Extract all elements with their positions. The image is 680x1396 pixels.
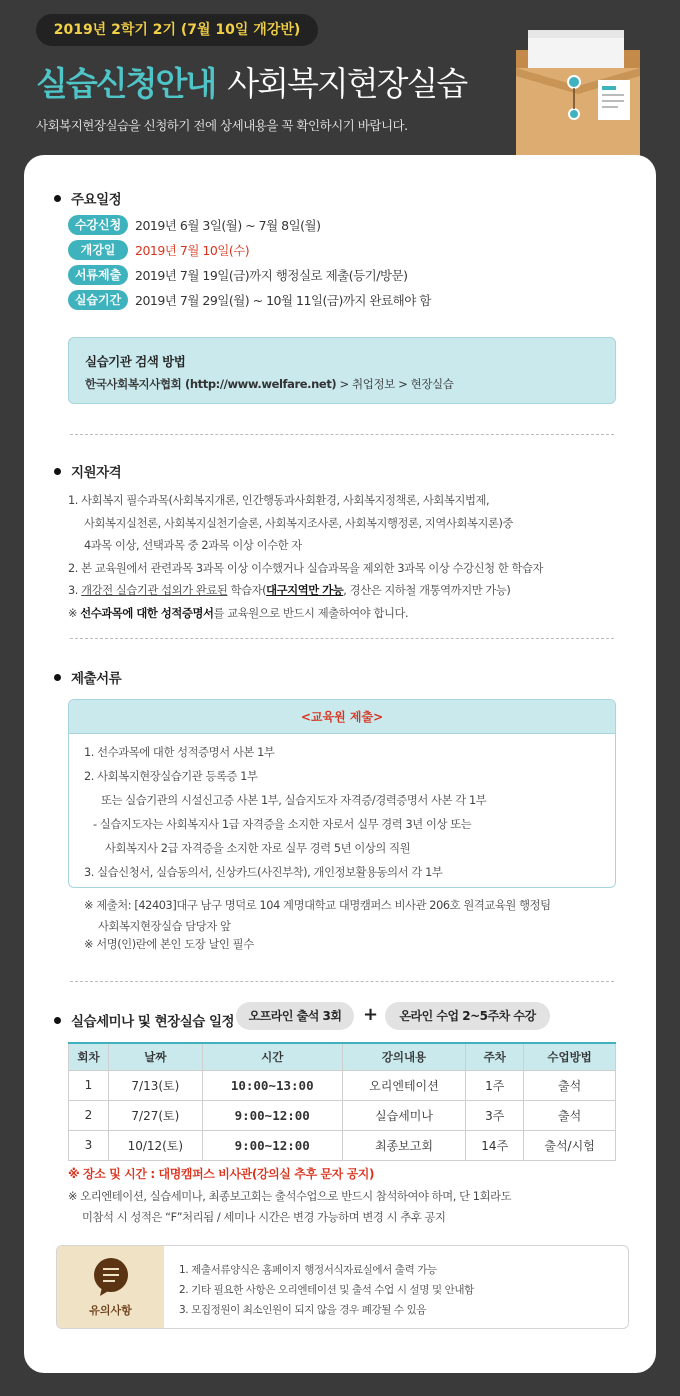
divider <box>70 434 614 435</box>
table-cell: 실습세미나 <box>342 1100 466 1130</box>
column-header: 시간 <box>202 1043 342 1070</box>
notice-label-panel <box>57 1246 164 1329</box>
table-cell: 오리엔테이션 <box>342 1070 466 1100</box>
column-header: 날짜 <box>108 1043 202 1070</box>
table-cell: 10:00~13:00 <box>202 1070 342 1100</box>
document-line: 3. 실습신청서, 실습동의서, 신상카드(사진부착), 개인정보활용동의서 각 1부 <box>84 866 443 879</box>
eligibility-note: ※ 선수과목에 대한 성적증명서를 교육원으로 반드시 제출하여야 합니다. <box>68 607 409 620</box>
column-header: 강의내용 <box>342 1043 466 1070</box>
divider <box>70 638 614 639</box>
document-line: - 실습지도자는 사회복지사 1급 자격증을 소지한 자로서 실무 경력 3년 이상 또는 <box>93 818 472 831</box>
search-method-heading: 실습기관 검색 방법 <box>85 354 186 369</box>
table-cell: 1주 <box>466 1070 524 1100</box>
header <box>0 0 680 175</box>
schedule-item <box>68 215 628 237</box>
seminar-table <box>68 1042 616 1161</box>
notice-label: 유의사항 <box>89 1304 132 1317</box>
schedule-text: 2019년 7월 19일(금)까지 행정실로 제출(등기/방문) <box>135 268 408 283</box>
column-header: 주차 <box>466 1043 524 1070</box>
offline-badge: 오프라인 출석 3회 <box>236 1002 354 1030</box>
schedule-item <box>68 290 628 312</box>
table-cell: 7/13(토) <box>108 1070 202 1100</box>
term-badge: 2019년 2학기 2기 (7월 10일 개강반) <box>36 14 318 46</box>
schedule-item <box>68 240 628 262</box>
attendance-note: ※ 오리엔테이션, 실습세미나, 최종보고회는 출석수업으로 반드시 참석하여야 하며, 단 1회라도 <box>68 1190 512 1203</box>
schedule-text: 2019년 7월 10일(수) <box>135 243 250 258</box>
table-cell: 10/12(토) <box>108 1130 202 1160</box>
document-line: 사회복지사 2급 자격증을 소지한 자로 실무 경력 5년 이상의 직원 <box>105 842 411 855</box>
documents-address: 사회복지현장실습 담당자 앞 <box>98 920 231 933</box>
notice-line: 1. 제출서류양식은 홈페이지 행정서식자료실에서 출력 가능 <box>179 1264 437 1276</box>
eligibility-line: 사회복지실천론, 사회복지실천기술론, 사회복지조사론, 사회복지행정론, 지역사회복지론)중 <box>84 517 514 530</box>
table-row <box>69 1100 616 1130</box>
document-line: 2. 사회복지현장실습기관 등록증 1부 <box>84 770 258 783</box>
envelope-icon <box>508 30 648 166</box>
page-title <box>36 58 466 110</box>
documents-seal-note: ※ 서명(인)란에 본인 도장 날인 필수 <box>84 938 254 951</box>
schedule-tag: 서류제출 <box>68 265 128 285</box>
schedule-tag: 개강일 <box>68 240 128 260</box>
schedule-section-title: 주요일정 <box>54 188 121 208</box>
documents-box <box>68 699 616 888</box>
table-cell: 2 <box>69 1100 109 1130</box>
documents-box-heading: <교육원 제출> <box>69 700 615 734</box>
place-note: ※ 장소 및 시간 : 대명캠퍼스 비사관(강의실 추후 문자 공지) <box>68 1167 375 1181</box>
column-header: 회차 <box>69 1043 109 1070</box>
content-card <box>24 155 656 1373</box>
search-method-box <box>68 337 616 404</box>
attendance-note: 미참석 시 성적은 “F”처리됨 / 세미나 시간은 변경 가능하며 변경 시 추후 공지 <box>82 1211 446 1224</box>
documents-section-title: 제출서류 <box>54 667 121 687</box>
table-cell: 9:00~12:00 <box>202 1130 342 1160</box>
search-method-path: 한국사회복지사협회 (http://www.welfare.net) > 취업정보 > 현장실습 <box>85 377 454 391</box>
speech-bubble-icon <box>90 1256 132 1298</box>
notice-line: 3. 모집정원이 최소인원이 되지 않을 경우 폐강될 수 있음 <box>179 1304 427 1316</box>
title-part1: 실습신청안내 <box>36 64 216 103</box>
schedule-tag: 수강신청 <box>68 215 128 235</box>
table-row <box>69 1070 616 1100</box>
seminar-section-title: 실습세미나 및 현장실습 일정 <box>54 1010 234 1030</box>
column-header: 수업방법 <box>524 1043 616 1070</box>
schedule-item <box>68 265 628 287</box>
divider <box>70 981 614 982</box>
table-cell: 7/27(토) <box>108 1100 202 1130</box>
eligibility-line: 3. 개강전 실습기관 섭외가 완료된 학습자(대구지역만 가능, 경산은 지하철 개통역까지만 가능) <box>68 584 511 597</box>
table-cell: 출석 <box>524 1070 616 1100</box>
table-header-row <box>69 1043 616 1070</box>
table-cell: 3 <box>69 1130 109 1160</box>
notice-box <box>56 1245 629 1329</box>
documents-address: ※ 제출처: [42403]대구 남구 명덕로 104 계명대학교 대명캠퍼스 비사관 206호 원격교육원 행정팀 <box>84 899 551 912</box>
table-cell: 3주 <box>466 1100 524 1130</box>
schedule-text: 2019년 6월 3일(월) ~ 7월 8일(월) <box>135 218 321 233</box>
table-row <box>69 1130 616 1160</box>
eligibility-line: 2. 본 교육원에서 관련과목 3과목 이상 이수했거나 실습과목을 제외한 3과목 이상 수강신청 한 학습자 <box>68 562 544 575</box>
table-cell: 최종보고회 <box>342 1130 466 1160</box>
table-cell: 출석 <box>524 1100 616 1130</box>
page-subtitle: 사회복지현장실습을 신청하기 전에 상세내용을 꼭 확인하시기 바랍니다. <box>36 118 408 133</box>
eligibility-line: 4과목 이상, 선택과목 중 2과목 이상 이수한 자 <box>84 539 302 552</box>
table-cell: 14주 <box>466 1130 524 1160</box>
eligibility-line: 1. 사회복지 필수과목(사회복지개론, 인간행동과사회환경, 사회복지정책론, 사회복지법제, <box>68 494 490 507</box>
plus-sign: + <box>363 1004 379 1025</box>
table-cell: 9:00~12:00 <box>202 1100 342 1130</box>
table-cell: 출석/시험 <box>524 1130 616 1160</box>
table-cell: 1 <box>69 1070 109 1100</box>
eligibility-section-title: 지원자격 <box>54 461 121 481</box>
online-badge: 온라인 수업 2~5주차 수강 <box>385 1002 550 1030</box>
schedule-text: 2019년 7월 29일(월) ~ 10월 11일(금)까지 완료해야 함 <box>135 293 431 308</box>
document-line: 또는 실습기관의 시설신고증 사본 1부, 실습지도자 자격증/경력증명서 사본 각 1부 <box>101 794 487 807</box>
notice-line: 2. 기타 필요한 사항은 오리엔테이션 및 출석 수업 시 설명 및 안내함 <box>179 1284 474 1296</box>
document-line: 1. 선수과목에 대한 성적증명서 사본 1부 <box>84 746 275 759</box>
title-part2: 사회복지현장실습 <box>227 64 467 103</box>
schedule-tag: 실습기간 <box>68 290 128 310</box>
welfare-link[interactable]: 한국사회복지사협회 (http://www.welfare.net) <box>85 377 337 391</box>
